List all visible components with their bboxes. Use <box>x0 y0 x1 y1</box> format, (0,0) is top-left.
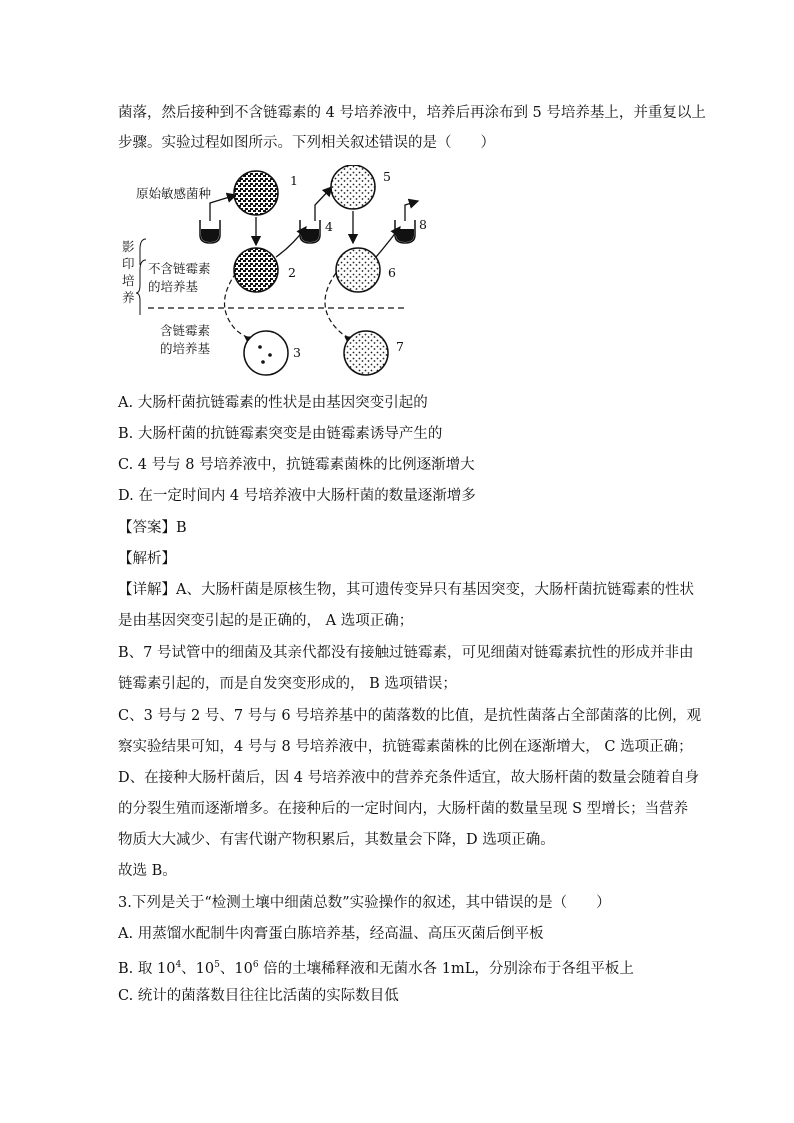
explanation-line1: 【详解】A、大肠杆菌是原核生物，其可遗传变异只有基因突变，大肠杆菌抗链霉素的性状 <box>118 582 694 598</box>
explanation-line5: C、3 号与 2 号、7 号与 6 号培养基中的菌落数的比值，是抗性菌落占全部菌落的比例，观 <box>118 708 702 724</box>
plate-1 <box>234 171 278 215</box>
side-label-2: 印 <box>122 256 135 271</box>
strep-label-line1: 含链霉素 <box>160 323 211 338</box>
plate-5 <box>331 165 375 209</box>
answer: 【答案】B <box>118 520 187 536</box>
explanation-line3: B、7 号试管中的细菌及其亲代都没有接触过链霉素，可见细菌对链霉素抗性的形成并非由 <box>118 645 694 661</box>
question3-stem: 3.下列是关于“检测土壤中细菌总数”实验操作的叙述，其中错误的是（ ） <box>118 895 611 911</box>
question3-option-c: C. 统计的菌落数目往往比活菌的实际数目低 <box>118 988 399 1004</box>
question-intro-line2: 步骤。实验过程如图所示。下列相关叙述错误的是（ ） <box>118 135 495 151</box>
explanation-line7: D、在接种大肠杆菌后，因 4 号培养液中的营养充条件适宜，故大肠杆菌的数量会随着自身 <box>118 770 700 786</box>
side-label-4: 养 <box>122 290 135 305</box>
test-tube-original <box>200 195 236 243</box>
label-8: 8 <box>419 217 427 232</box>
option-b: B. 大肠杆菌的抗链霉素突变是由链霉素诱导产生的 <box>118 426 443 442</box>
plate-2 <box>234 248 278 292</box>
label-4: 4 <box>325 219 333 234</box>
no-strep-label-line1: 不含链霉素 <box>148 261 211 276</box>
option-d: D. 在一定时间内 4 号培养液中大肠杆菌的数量逐渐增多 <box>118 488 476 504</box>
plate-3 <box>244 331 288 375</box>
option-a: A. 大肠杆菌抗链霉素的性状是由基因突变引起的 <box>118 395 428 411</box>
plate-7 <box>344 331 388 375</box>
side-label-1: 影 <box>122 239 135 254</box>
explanation-line2: 是由基因突变引起的是正确的， A 选项正确； <box>118 613 414 629</box>
explanation-line8: 的分裂生殖而逐渐增多。在接种后的一定时间内，大肠杆菌的数量呈现 S 型增长；当营养 <box>118 801 689 817</box>
side-label-3: 培 <box>122 273 135 288</box>
plate-6 <box>336 248 380 292</box>
explanation-line6: 察实验结果可知，4 号与 8 号培养液中，抗链霉素菌株的比例在逐渐增大， C 选项正确； <box>118 739 693 755</box>
explanation-line10: 故选 B。 <box>118 863 177 879</box>
option-c: C. 4 号与 8 号培养液中，抗链霉素菌株的比例逐渐增大 <box>118 457 475 473</box>
no-strep-label-line2: 的培养基 <box>148 279 199 294</box>
label-6: 6 <box>388 265 396 280</box>
label-1: 1 <box>290 173 298 188</box>
replica-plating-figure <box>118 165 438 385</box>
strep-label-line2: 的培养基 <box>160 341 211 356</box>
question-intro-line1: 菌落，然后接种到不含链霉素的 4 号培养液中，培养后再涂布到 5 号培养基上，并重复以上 <box>118 105 706 121</box>
explanation-line4: 链霉素引起的，而是自发突变形成的， B 选项错误； <box>118 676 457 692</box>
label-7: 7 <box>396 339 404 354</box>
original-strain-label: 原始敏感菌种 <box>136 186 212 201</box>
label-2: 2 <box>288 265 296 280</box>
question3-option-a: A. 用蒸馏水配制牛肉膏蛋白胨培养基，经高温、高压灭菌后倒平板 <box>118 926 544 942</box>
label-5: 5 <box>383 169 391 184</box>
label-3: 3 <box>293 345 301 360</box>
explanation-line9: 物质大大减少、有害代谢产物积累后，其数量会下降，D 选项正确。 <box>118 832 555 848</box>
test-tube-8 <box>395 201 418 243</box>
question3-option-b: B. 取 $10^4$、$10^5$、$10^6$ 倍的土壤稀释液和无菌水各 1mL，分别涂布于各组平板上 <box>118 960 634 977</box>
analysis-label: 【解析】 <box>118 551 176 567</box>
